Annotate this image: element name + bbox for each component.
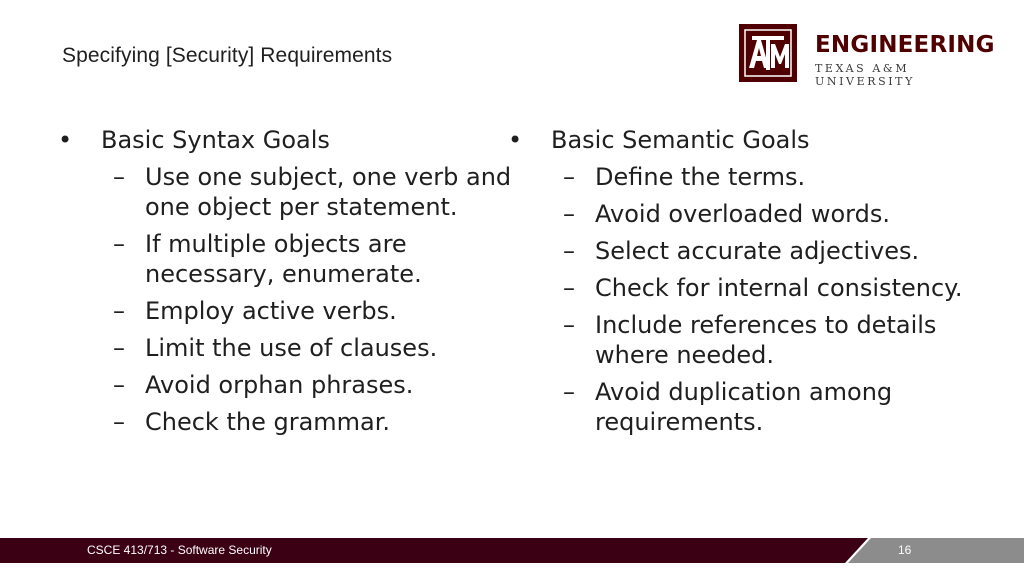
atm-logo-icon — [739, 24, 797, 82]
dash-icon: – — [563, 200, 575, 228]
list-item-text: Define the terms. — [595, 163, 806, 191]
list-item — [508, 199, 978, 229]
list-item — [58, 333, 513, 363]
list-item-text: Include references to details where needed. — [595, 311, 937, 369]
list-item — [58, 370, 513, 400]
list-item — [58, 229, 513, 289]
list-item-text: Select accurate adjectives. — [595, 237, 920, 265]
list-item-text: Avoid orphan phrases. — [145, 371, 414, 399]
logo-wordmark: ENGINEERING — [815, 32, 995, 58]
list-item — [508, 236, 978, 266]
dash-icon: – — [113, 371, 125, 399]
list-item — [508, 310, 978, 370]
heading-text: Basic Semantic Goals — [551, 126, 810, 154]
dash-icon: – — [113, 163, 125, 191]
list-item — [508, 273, 978, 303]
bullet-icon: • — [58, 126, 73, 154]
dash-icon: – — [563, 274, 575, 302]
semantic-goals-heading — [508, 124, 978, 156]
dash-icon: – — [563, 237, 575, 265]
list-item-text: Employ active verbs. — [145, 297, 397, 325]
list-item-text: Check the grammar. — [145, 408, 391, 436]
dash-icon: – — [113, 297, 125, 325]
slide-footer — [0, 538, 1024, 563]
footer-course: CSCE 413/713 - Software Security — [87, 543, 272, 557]
semantic-goals-list — [508, 162, 978, 437]
dash-icon: – — [113, 334, 125, 362]
bullet-icon: • — [508, 126, 523, 154]
list-item-text: Check for internal consistency. — [595, 274, 963, 302]
heading-text: Basic Syntax Goals — [101, 126, 330, 154]
list-item — [58, 407, 513, 437]
dash-icon: – — [563, 311, 575, 339]
page-number: 16 — [898, 543, 912, 557]
list-item — [58, 162, 513, 222]
syntax-goals-list — [58, 162, 513, 437]
list-item — [58, 296, 513, 326]
list-item-text: If multiple objects are necessary, enumerate. — [145, 230, 422, 288]
tamu-engineering-logo — [739, 24, 1001, 88]
syntax-goals-column — [58, 124, 513, 444]
list-item-text: Limit the use of clauses. — [145, 334, 438, 362]
dash-icon: – — [563, 378, 575, 406]
slide-title: Specifying [Security] Requirements — [62, 44, 393, 67]
dash-icon: – — [563, 163, 575, 191]
semantic-goals-column — [508, 124, 978, 444]
list-item-text: Avoid duplication among requirements. — [595, 378, 893, 436]
list-item-text: Avoid overloaded words. — [595, 200, 890, 228]
list-item-text: Use one subject, one verb and one object per statement. — [145, 163, 512, 221]
list-item — [508, 162, 978, 192]
list-item — [508, 377, 978, 437]
dash-icon: – — [113, 408, 125, 436]
dash-icon: – — [113, 230, 125, 258]
logo-subtitle: TEXAS A&M UNIVERSITY — [815, 62, 915, 88]
syntax-goals-heading — [58, 124, 513, 156]
